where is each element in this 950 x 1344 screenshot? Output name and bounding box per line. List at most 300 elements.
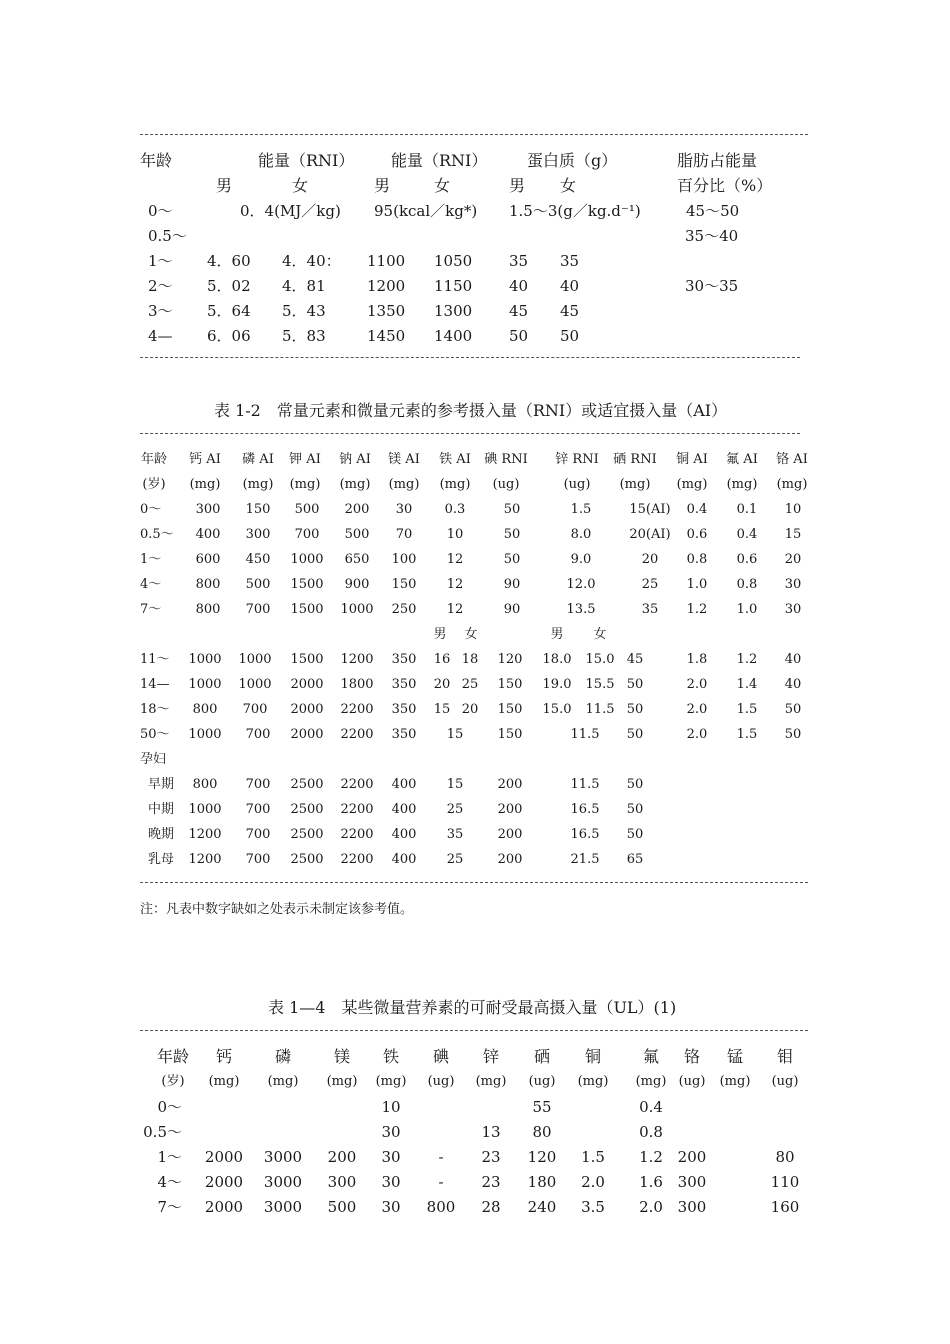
table2-cell: 35 xyxy=(641,602,659,617)
table2-unit-cell: (mg) xyxy=(776,477,808,492)
table2-row-label: 14— xyxy=(140,677,170,692)
table2-row-label: 0～ xyxy=(140,502,162,517)
table4-unit-cell: (ug) xyxy=(528,1074,556,1089)
table2-cell: 40 xyxy=(784,652,802,667)
table4-header-cell: 锌 xyxy=(482,1047,500,1066)
table1-cell: 4．60 xyxy=(207,252,251,270)
table4-cell: 300 xyxy=(677,1198,707,1216)
table4-cell: 300 xyxy=(327,1173,357,1191)
table1-cell: 30～35 xyxy=(685,277,739,295)
table4-cell: 3000 xyxy=(263,1173,303,1191)
table4-unit-cell: (ug) xyxy=(771,1074,799,1089)
table2-cell: 1000 xyxy=(290,552,324,567)
table2-cell: 1500 xyxy=(290,602,324,617)
table2-cell: 150 xyxy=(391,577,417,592)
table4-cell: 500 xyxy=(327,1198,357,1216)
table2-cell: 10 xyxy=(446,527,464,542)
table2-cell: 1.5 xyxy=(736,702,758,717)
table1-header-cell: 能量（RNI） xyxy=(391,151,488,170)
table2-cell: 450 xyxy=(245,552,271,567)
table2-header-cell: 铜 AI xyxy=(676,452,708,467)
table2-cell: 25 xyxy=(641,577,659,592)
table2-cell: 2200 xyxy=(340,802,374,817)
table4-row-label: 1～ xyxy=(157,1148,182,1166)
table2-cell: 800 xyxy=(195,602,221,617)
table2-cell: 15(AI) xyxy=(629,502,671,517)
table2-cell: 15.5 xyxy=(585,677,615,692)
table2-cell: 700 xyxy=(245,727,271,742)
table2-cell: 250 xyxy=(391,602,417,617)
table2-cell: 0.3 xyxy=(444,502,466,517)
table2-cell: 1.5 xyxy=(570,502,592,517)
table2-cell: 11.5 xyxy=(570,777,600,792)
table4-cell: 200 xyxy=(327,1148,357,1166)
table1-cell: 5．64 xyxy=(207,302,251,320)
table2-row-label: 早期 xyxy=(148,777,175,792)
divider-line xyxy=(140,882,808,883)
table4-cell: 13 xyxy=(481,1123,501,1141)
table2-sex-label: 男 xyxy=(550,627,564,642)
table4-cell: 23 xyxy=(481,1148,501,1166)
table2-cell: 50 xyxy=(503,527,521,542)
table1-cell: 5．83 xyxy=(282,327,326,345)
table1-header-cell: 能量（RNI） xyxy=(258,151,355,170)
table2-cell: 50 xyxy=(626,702,644,717)
table2-cell: 800 xyxy=(192,702,218,717)
table2-cell: 16.5 xyxy=(570,827,600,842)
table2-cell: 200 xyxy=(497,827,523,842)
table1-subheader-cell: 男 xyxy=(509,176,526,195)
table2-cell: 1.8 xyxy=(686,652,708,667)
table2-cell: 2500 xyxy=(290,827,324,842)
table2-cell: 1800 xyxy=(340,677,374,692)
table4-unit-cell: (mg) xyxy=(326,1074,358,1089)
table4-unit-cell: (mg) xyxy=(475,1074,507,1089)
table2-cell: 1200 xyxy=(340,652,374,667)
table2-cell: 300 xyxy=(195,502,221,517)
table2-header-cell: 镁 AI xyxy=(388,452,420,467)
table2-group-label: 孕妇 xyxy=(140,752,167,767)
table2-unit-cell: (mg) xyxy=(439,477,471,492)
divider-line xyxy=(140,134,808,135)
table2-cell: 50 xyxy=(626,827,644,842)
table4-cell: 300 xyxy=(677,1173,707,1191)
table2-cell: 2500 xyxy=(290,777,324,792)
table2-cell: 800 xyxy=(195,577,221,592)
table2-row-label: 4～ xyxy=(140,577,162,592)
table2-cell: 100 xyxy=(391,552,417,567)
table1-cell: 95(kcal／kg*) xyxy=(374,202,478,220)
table1-cell: 4— xyxy=(148,327,173,345)
table1-cell: 1300 xyxy=(434,302,473,320)
table2-cell: 400 xyxy=(391,827,417,842)
table2-cell: 1200 xyxy=(188,852,222,867)
table1-cell: 1050 xyxy=(434,252,473,270)
table4-unit-cell: (岁) xyxy=(161,1074,185,1089)
table2-cell: 2200 xyxy=(340,727,374,742)
table4-cell: 55 xyxy=(532,1098,552,1116)
table2-cell: 150 xyxy=(497,702,523,717)
table2-header-cell: 铁 AI xyxy=(439,452,471,467)
table2-header-cell: 氟 AI xyxy=(726,452,758,467)
table4-row-label: 0.5～ xyxy=(143,1123,182,1141)
table4-title: 表 1—4 某些微量营养素的可耐受最高摄入量（UL）(1) xyxy=(268,998,677,1017)
table2-header-cell: 钾 AI xyxy=(289,452,321,467)
table2-cell: 2.0 xyxy=(686,702,708,717)
table2-header-cell: 碘 RNI xyxy=(484,452,528,467)
table4-cell: 0.4 xyxy=(639,1098,663,1116)
table4-cell: 30 xyxy=(381,1173,401,1191)
table2-cell: 400 xyxy=(195,527,221,542)
table2-cell: 1.2 xyxy=(686,602,708,617)
table2-cell: 21.5 xyxy=(570,852,600,867)
table2-cell: 20 xyxy=(461,702,479,717)
table1-cell: 5．43 xyxy=(282,302,326,320)
table2-cell: 40 xyxy=(784,677,802,692)
table4-cell: 3.5 xyxy=(581,1198,605,1216)
table1-cell: 2～ xyxy=(148,277,173,295)
table1-cell: 1350 xyxy=(367,302,406,320)
table2-unit-cell: (mg) xyxy=(676,477,708,492)
table4-cell: 3000 xyxy=(263,1148,303,1166)
table4-unit-cell: (mg) xyxy=(577,1074,609,1089)
table2-cell: 1000 xyxy=(238,652,272,667)
table2-cell: 700 xyxy=(245,602,271,617)
table2-cell: 200 xyxy=(497,852,523,867)
table2-cell: 15 xyxy=(446,727,464,742)
table2-cell: 700 xyxy=(294,527,320,542)
table4-unit-cell: (ug) xyxy=(678,1074,706,1089)
table2-cell: 25 xyxy=(461,677,479,692)
table2-unit-cell: (mg) xyxy=(289,477,321,492)
table1-cell: 5．02 xyxy=(207,277,251,295)
table2-cell: 20 xyxy=(433,677,451,692)
table1-cell: 0～ xyxy=(148,202,173,220)
table1-cell: 45 xyxy=(509,302,529,320)
table2-cell: 1000 xyxy=(188,652,222,667)
table4-cell: 180 xyxy=(527,1173,557,1191)
table4-header-cell: 年龄 xyxy=(156,1047,190,1066)
table2-cell: 2500 xyxy=(290,802,324,817)
table2-cell: 700 xyxy=(245,802,271,817)
table2-cell: 400 xyxy=(391,777,417,792)
table2-cell: 700 xyxy=(245,827,271,842)
table2-cell: 150 xyxy=(497,727,523,742)
table2-cell: 8.0 xyxy=(570,527,592,542)
table2-cell: 15.0 xyxy=(542,702,572,717)
table4-header-cell: 铜 xyxy=(584,1047,602,1066)
table2-cell: 500 xyxy=(344,527,370,542)
table4-cell: 240 xyxy=(527,1198,557,1216)
table2-cell: 2200 xyxy=(340,702,374,717)
table2-cell: 400 xyxy=(391,852,417,867)
table1-cell: 3～ xyxy=(148,302,173,320)
table2-cell: 20(AI) xyxy=(629,527,671,542)
table2-sex-label: 男 xyxy=(433,627,447,642)
table4-header-cell: 碘 xyxy=(432,1047,450,1066)
table2-row-label: 50～ xyxy=(140,727,170,742)
table1-cell: 1450 xyxy=(367,327,406,345)
table2-cell: 600 xyxy=(195,552,221,567)
table2-cell: 1000 xyxy=(238,677,272,692)
table2-cell: 900 xyxy=(344,577,370,592)
table4-cell: 1.5 xyxy=(581,1148,605,1166)
table4-cell: 0.8 xyxy=(639,1123,663,1141)
table2-cell: 45 xyxy=(626,652,644,667)
table4-header-cell: 钙 xyxy=(215,1047,233,1066)
table2-cell: 19.0 xyxy=(542,677,572,692)
table2-row-label: 1～ xyxy=(140,552,162,567)
table2-cell: 300 xyxy=(245,527,271,542)
table2-cell: 50 xyxy=(626,802,644,817)
table2-cell: 70 xyxy=(395,527,413,542)
table2-cell: 15 xyxy=(784,527,802,542)
table4-unit-cell: (mg) xyxy=(719,1074,751,1089)
table2-cell: 16.5 xyxy=(570,802,600,817)
table4-cell: 110 xyxy=(770,1173,800,1191)
table2-cell: 30 xyxy=(784,602,802,617)
table4-unit-cell: (mg) xyxy=(267,1074,299,1089)
table1-cell: 50 xyxy=(560,327,580,345)
table1-cell: 35 xyxy=(509,252,529,270)
table2-cell: 0.8 xyxy=(736,577,758,592)
table2-cell: 2000 xyxy=(290,677,324,692)
table2-cell: 12 xyxy=(446,602,464,617)
table1-header-cell: 年龄 xyxy=(140,151,173,170)
table2-cell: 15 xyxy=(433,702,451,717)
table2-cell: 700 xyxy=(245,777,271,792)
table2-cell: 1.0 xyxy=(686,577,708,592)
table2-cell: 30 xyxy=(395,502,413,517)
table2-cell: 90 xyxy=(503,602,521,617)
table2-note: 注：凡表中数字缺如之处表示未制定该参考值。 xyxy=(140,902,414,917)
table2-cell: 15 xyxy=(446,777,464,792)
table2-cell: 200 xyxy=(344,502,370,517)
table4-cell: 2000 xyxy=(204,1148,244,1166)
table2-cell: 50 xyxy=(503,552,521,567)
table2-unit-cell: (mg) xyxy=(189,477,221,492)
table1-cell: 0.5～ xyxy=(148,227,187,245)
table2-cell: 50 xyxy=(784,702,802,717)
table2-cell: 2200 xyxy=(340,852,374,867)
table2-header-cell: 锌 RNI xyxy=(555,452,599,467)
table2-cell: 65 xyxy=(626,852,644,867)
table2-cell: 800 xyxy=(192,777,218,792)
table4-cell: 23 xyxy=(481,1173,501,1191)
table2-cell: 0.4 xyxy=(736,527,758,542)
table2-cell: 13.5 xyxy=(566,602,596,617)
table1-header-cell: 脂肪占能量 xyxy=(677,151,758,170)
table1-subheader-cell: 男 xyxy=(374,176,391,195)
table4-cell: 30 xyxy=(381,1198,401,1216)
table2-unit-cell: (mg) xyxy=(388,477,420,492)
table2-cell: 50 xyxy=(626,727,644,742)
table2-title: 表 1-2 常量元素和微量元素的参考摄入量（RNI）或适宜摄入量（AI） xyxy=(214,401,728,420)
table2-header-cell: 硒 RNI xyxy=(613,452,657,467)
table1-cell: 45～50 xyxy=(686,202,740,220)
table1-subheader-cell: 男 xyxy=(216,176,233,195)
table2-cell: 18.0 xyxy=(542,652,572,667)
table2-header-cell: 铬 AI xyxy=(776,452,808,467)
table4-header-cell: 磷 xyxy=(274,1047,292,1066)
table2-cell: 1.5 xyxy=(736,727,758,742)
table4-cell: 2000 xyxy=(204,1198,244,1216)
table2-cell: 12.0 xyxy=(566,577,596,592)
table2-row-label: 7～ xyxy=(140,602,162,617)
table4-cell: 2000 xyxy=(204,1173,244,1191)
table2-cell: 650 xyxy=(344,552,370,567)
table1-cell: 1150 xyxy=(434,277,473,295)
divider-line xyxy=(140,433,800,434)
table1-cell: 40 xyxy=(509,277,529,295)
table1-subheader-cell: 女 xyxy=(434,176,451,195)
table2-sex-label: 女 xyxy=(593,627,607,642)
table2-cell: 350 xyxy=(391,677,417,692)
table2-cell: 120 xyxy=(497,652,523,667)
table2-cell: 2200 xyxy=(340,827,374,842)
table2-cell: 0.8 xyxy=(686,552,708,567)
table1-cell: 50 xyxy=(509,327,529,345)
table2-unit-cell: (ug) xyxy=(563,477,591,492)
table4-row-label: 4～ xyxy=(157,1173,182,1191)
table2-header-cell: 磷 AI xyxy=(242,452,274,467)
table2-cell: 1500 xyxy=(290,652,324,667)
table4-cell: 30 xyxy=(381,1123,401,1141)
table1-cell: 4．40： xyxy=(282,252,341,270)
table2-cell: 50 xyxy=(626,777,644,792)
table2-cell: 2.0 xyxy=(686,677,708,692)
table2-cell: 1200 xyxy=(188,827,222,842)
table2-cell: 9.0 xyxy=(570,552,592,567)
table2-cell: 50 xyxy=(784,727,802,742)
table2-cell: 12 xyxy=(446,552,464,567)
table1-cell: 1.5～3(g／kg.d⁻¹) xyxy=(509,202,641,220)
table1-cell: 1200 xyxy=(367,277,406,295)
table4-unit-cell: (mg) xyxy=(208,1074,240,1089)
table4-header-cell: 铬 xyxy=(683,1047,701,1066)
table4-cell: 28 xyxy=(481,1198,501,1216)
table2-sex-label: 女 xyxy=(464,627,478,642)
table2-cell: 0.6 xyxy=(736,552,758,567)
table1-cell: 6．06 xyxy=(207,327,251,345)
table4-cell: 160 xyxy=(770,1198,800,1216)
table2-row-label: 18～ xyxy=(140,702,170,717)
table2-cell: 11.5 xyxy=(585,702,615,717)
table1-cell: 45 xyxy=(560,302,580,320)
table2-unit-cell: (mg) xyxy=(619,477,651,492)
table2-unit-cell: (mg) xyxy=(242,477,274,492)
table2-unit-cell: (mg) xyxy=(726,477,758,492)
table2-cell: 20 xyxy=(641,552,659,567)
table2-cell: 2500 xyxy=(290,852,324,867)
table2-cell: 200 xyxy=(497,802,523,817)
table2-cell: 50 xyxy=(626,677,644,692)
table4-cell: 10 xyxy=(381,1098,401,1116)
table1-cell: 1100 xyxy=(367,252,406,270)
table4-header-cell: 钼 xyxy=(776,1047,794,1066)
table1-cell: 35 xyxy=(560,252,580,270)
table2-cell: 0.1 xyxy=(736,502,758,517)
table2-cell: 500 xyxy=(245,577,271,592)
table4-cell: - xyxy=(438,1173,444,1191)
table4-cell: 2.0 xyxy=(581,1173,605,1191)
table2-cell: 500 xyxy=(294,502,320,517)
table4-cell: 80 xyxy=(532,1123,552,1141)
table2-cell: 20 xyxy=(784,552,802,567)
table2-cell: 12 xyxy=(446,577,464,592)
table2-cell: 1000 xyxy=(188,727,222,742)
table2-header-cell: 钙 AI xyxy=(189,452,221,467)
table2-cell: 1000 xyxy=(188,802,222,817)
table4-unit-cell: (mg) xyxy=(635,1074,667,1089)
table2-cell: 2.0 xyxy=(686,727,708,742)
divider-line xyxy=(140,357,800,358)
table2-unit-cell: (岁) xyxy=(142,477,166,492)
table2-cell: 10 xyxy=(784,502,802,517)
table2-cell: 90 xyxy=(503,577,521,592)
table4-cell: 120 xyxy=(527,1148,557,1166)
table4-row-label: 7～ xyxy=(157,1198,182,1216)
table4-header-cell: 硒 xyxy=(533,1047,551,1066)
table2-row-label: 乳母 xyxy=(148,852,175,867)
table4-cell: 30 xyxy=(381,1148,401,1166)
table2-unit-cell: (mg) xyxy=(339,477,371,492)
table4-header-cell: 锰 xyxy=(726,1047,744,1066)
table2-cell: 1000 xyxy=(340,602,374,617)
table1-cell: 0．4(MJ／kg) xyxy=(240,202,341,220)
table2-cell: 1.0 xyxy=(736,602,758,617)
table4-cell: 200 xyxy=(677,1148,707,1166)
table2-cell: 15.0 xyxy=(585,652,615,667)
table2-cell: 400 xyxy=(391,802,417,817)
divider-line xyxy=(140,1030,808,1031)
table2-cell: 30 xyxy=(784,577,802,592)
table2-cell: 1500 xyxy=(290,577,324,592)
table4-cell: 1.2 xyxy=(639,1148,663,1166)
table2-cell: 1.4 xyxy=(736,677,758,692)
table2-cell: 11.5 xyxy=(570,727,600,742)
table1-cell: 4．81 xyxy=(282,277,326,295)
table4-unit-cell: (mg) xyxy=(375,1074,407,1089)
table2-cell: 700 xyxy=(245,852,271,867)
table2-cell: 16 xyxy=(433,652,451,667)
table1-cell: 1400 xyxy=(434,327,473,345)
table4-cell: 80 xyxy=(775,1148,795,1166)
table4-row-label: 0～ xyxy=(157,1098,182,1116)
table2-cell: 0.6 xyxy=(686,527,708,542)
table2-cell: 2200 xyxy=(340,777,374,792)
table2-cell: 350 xyxy=(391,652,417,667)
table1-header-cell: 蛋白质（g） xyxy=(527,151,618,170)
table2-cell: 350 xyxy=(391,702,417,717)
table4-cell: 2.0 xyxy=(639,1198,663,1216)
table2-row-label: 0.5～ xyxy=(140,527,174,542)
table1-cell: 35～40 xyxy=(685,227,739,245)
table1-subheader-cell: 百分比（%） xyxy=(677,176,773,195)
table4-cell: - xyxy=(438,1148,444,1166)
table4-header-cell: 氟 xyxy=(642,1047,660,1066)
table2-cell: 50 xyxy=(503,502,521,517)
table2-cell: 200 xyxy=(497,777,523,792)
table2-cell: 2000 xyxy=(290,727,324,742)
table2-header-cell: 钠 AI xyxy=(339,452,371,467)
table2-header-cell: 年龄 xyxy=(140,452,168,467)
table2-unit-cell: (ug) xyxy=(492,477,520,492)
table2-cell: 150 xyxy=(497,677,523,692)
table2-cell: 25 xyxy=(446,802,464,817)
table2-cell: 150 xyxy=(245,502,271,517)
table2-cell: 350 xyxy=(391,727,417,742)
